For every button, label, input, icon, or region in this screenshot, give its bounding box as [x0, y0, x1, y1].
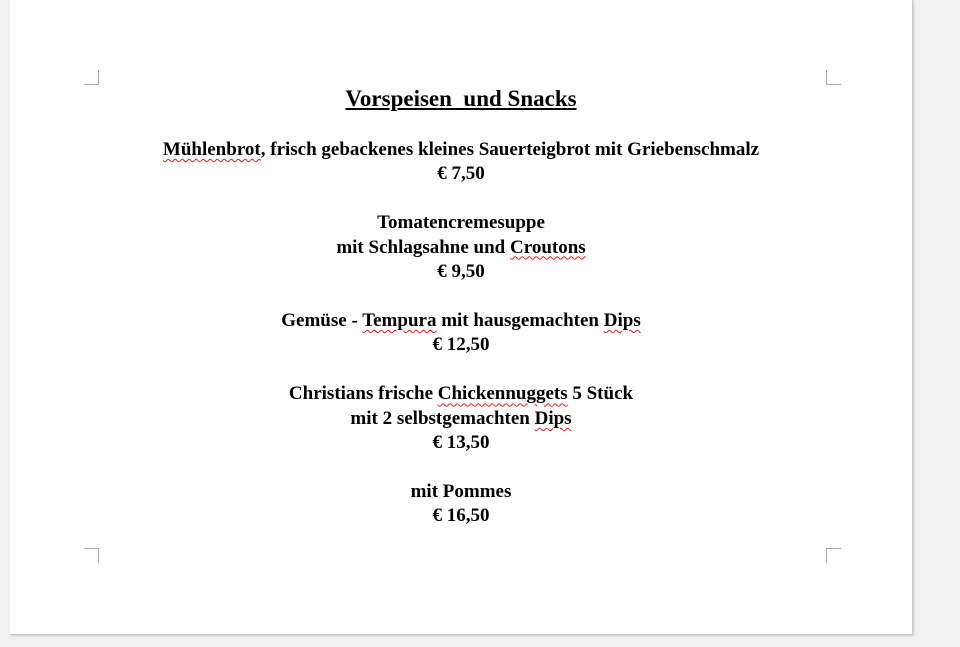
- menu-item: [90, 382, 832, 455]
- menu-item: [90, 480, 832, 529]
- menu-item-price: € 13,50: [432, 432, 490, 454]
- menu-item-description-line: [90, 138, 832, 162]
- menu-section-title: Vorspeisen und Snacks: [345, 86, 577, 111]
- menu-item-description-line: [90, 309, 832, 333]
- menu-item-description-line: [90, 236, 832, 260]
- document-page[interactable]: [10, 0, 913, 635]
- text-run: Gemüse -: [281, 310, 363, 332]
- spellcheck-flagged-word: Mühlenbrot: [162, 139, 261, 160]
- spellcheck-flagged-word: Chickennuggets: [437, 383, 568, 405]
- margin-marker-top-right: [826, 70, 841, 85]
- text-run: , frisch gebackenes kleines Sauerteigbrot mit Griebenschmalz: [260, 139, 760, 160]
- text-run: Christians frische: [288, 383, 438, 405]
- text-run: mit hausgemachten: [436, 310, 604, 332]
- menu-item-description-line: [90, 480, 832, 504]
- menu-item-price: € 9,50: [437, 261, 485, 283]
- menu-item-description-line: [90, 211, 832, 235]
- menu-item: [90, 211, 832, 284]
- menu-item: [90, 309, 832, 358]
- menu-item-list: [90, 138, 832, 529]
- menu-item-description-line: [90, 407, 832, 431]
- text-run: mit Schlagsahne und: [336, 236, 511, 258]
- text-run: mit 2 selbstgemachten: [350, 407, 535, 429]
- menu-item-description-line: [90, 382, 832, 406]
- text-run: mit Pommes: [410, 481, 512, 503]
- document-body[interactable]: [90, 84, 832, 553]
- text-run: 5 Stück: [567, 383, 634, 405]
- menu-item: [90, 138, 832, 187]
- spellcheck-flagged-word: Croutons: [510, 236, 586, 258]
- menu-item-price: € 16,50: [432, 505, 490, 527]
- spellcheck-flagged-word: Tempura: [362, 310, 437, 332]
- spellcheck-flagged-word: Dips: [603, 310, 641, 332]
- text-run: Tomatencremesuppe: [377, 212, 545, 234]
- menu-item-price: € 12,50: [432, 334, 490, 356]
- menu-item-price: € 7,50: [437, 163, 485, 185]
- spellcheck-flagged-word: Dips: [534, 407, 572, 429]
- margin-marker-top-left: [84, 70, 99, 85]
